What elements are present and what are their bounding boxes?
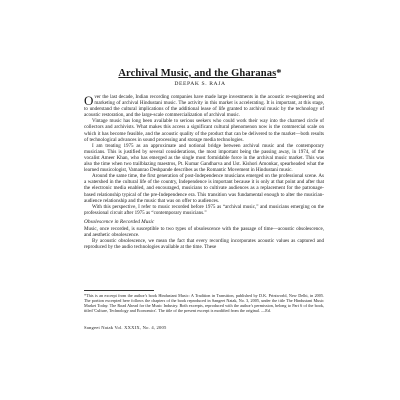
paragraph-4: Around the same time, the first generation of post-Independence musicians emerged on the professional scene. As a watershed in the cultural life of the country, Independence is important because it is only at that point and after that the electronic media enabled, and encouraged, musicians to cultivate audiences as a replacement for the patronage-based relationship typical of the pre-Independence era. This transition was fundamental enough to alter the musician-audience relationship and the music that was on offer to audiences. bbox=[84, 173, 324, 204]
paragraph-5: With this perspective, I refer to music recorded before 1975 as “archival music,” and musicians emerging on the professional circuit after 1975 as “contemporary musicians.” bbox=[84, 203, 324, 216]
article-author: DEEPAK S. RAJA bbox=[174, 81, 226, 87]
journal-footer: Sangeet Natak Vol. XXXIX, No. 4, 2005 bbox=[84, 325, 167, 330]
article-title bbox=[0, 68, 400, 79]
footnote-rule bbox=[84, 290, 154, 291]
paragraph-2: Vintage music has long been available to serious seekers who could work their way into the charmed circle of collectors and archivists. What makes this access a significant cultural phenomenon now is the commercial scale on which it has become feasible, and the acoustic quality of the product that can be delivered to the market—both results of technological advances in sound processing and storage media technologies. bbox=[84, 118, 324, 143]
paragraph-1-text: ver the last decade, Indian recording companies have made large investments in the acoustic re-engineering and marketing of archival Hindustani music. The activity in this market is accelerating. It is important, at this stage, to understand the cultural implications of the additional lease of life granted to archival music by the technology of acoustic restoration, and the large-scale commercialization of archival music. bbox=[84, 94, 324, 119]
title-footnote-mark: * bbox=[276, 68, 282, 79]
paragraph-6: Music, once recorded, is susceptible to two types of obsolescence with the passage of time—acoustic obsolescence, and aesthetic obsolescence. bbox=[84, 225, 324, 239]
paragraph-1 bbox=[84, 94, 324, 118]
article-title-text: Archival Music, and the Gharanas bbox=[118, 68, 277, 79]
drop-cap: O bbox=[84, 92, 94, 108]
paragraph-3: I am treating 1975 as an approximate and notional bridge between archival music and the contemporary musicians. This is justified by several considerations, the most important being the passing away, in 1974, of the vocalist Ameer Khan, who has emerged as the single most formidable force in the archival music market. This was also the time when two trailblazing maestros, Pt. Kumar Gandharva and Ust. Kishori Amonkar, spearheaded what the learned musicologist, Vamanrao Deshpande describes as the Romantic Movement in Hindustani music. bbox=[84, 142, 324, 174]
paragraph-7: By acoustic obsolescence, we mean the fact that every recording incorporates acoustic values as captured and reproduced by the audio technologies available at the time. These bbox=[84, 238, 324, 251]
section-heading: Obsolescence in Recorded Music bbox=[84, 218, 155, 225]
footnote: *This is an excerpt from the author's book Hindustani Music: A Tradition in Transition, published by D.K. Printworld, New Delhi, in 2005. The portion excerpted here follows the chapters of the book reproduced in Sangeet Natak, No. 3, 2005, under the title The Hindustani Music Market Today. The Road Ahead for the Music Industry. Both excerpts, reproduced with the author's permission, belong to Part 6 of the book, titled 'Culture, Technology and Economics'. The title of the present excerpt is modified from the original. —Ed. bbox=[84, 293, 324, 314]
article-body bbox=[84, 94, 324, 250]
